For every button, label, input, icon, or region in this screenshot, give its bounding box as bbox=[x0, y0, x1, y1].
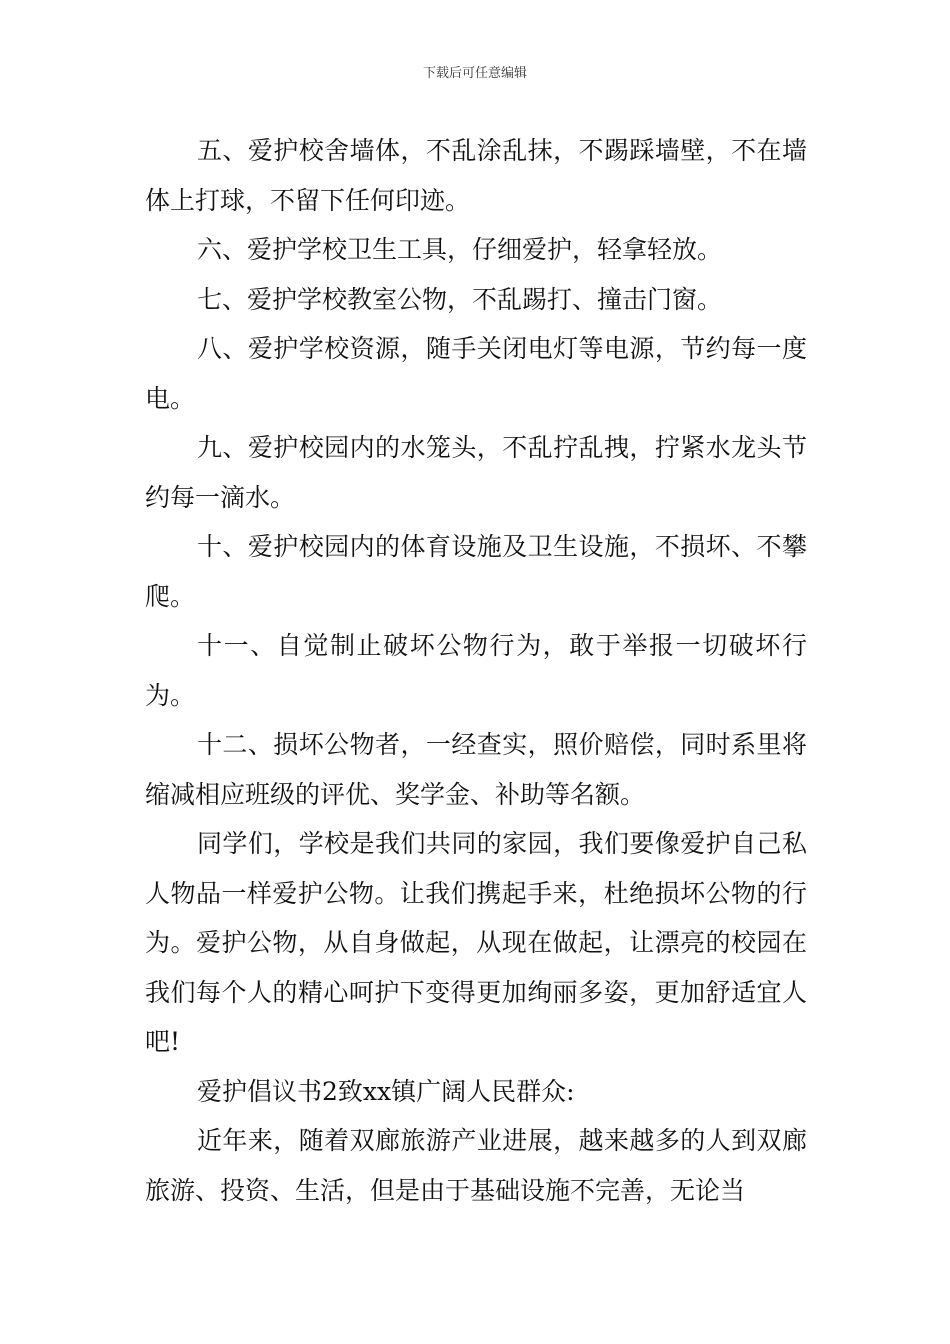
paragraph-item-6: 六、爱护学校卫生工具，仔细爱护，轻拿轻放。 bbox=[197, 235, 723, 264]
closing-paragraph: 同学们，学校是我们共同的家园，我们要像爱护自己私人物品一样爱护公物。让我们携起手来，杜绝损坏公物的行为。爱护公物，从自身做起，从现在做起，让漂亮的校园在我们每个人的精心呵护下变得更加绚丽多姿，更加舒适宜人吧! bbox=[145, 829, 807, 1056]
paragraph-item-11: 十一、自觉制止破坏公物行为，敢于举报一切破坏行为。 bbox=[145, 631, 807, 710]
paragraph-item-10: 十、爱护校园内的体育设施及卫生设施，不损坏、不攀爬。 bbox=[145, 532, 807, 611]
intro-paragraph: 近年来，随着双廊旅游产业进展，越来越多的人到双廊旅游、投资、生活，但是由于基础设施不完善，无论当 bbox=[145, 1126, 807, 1205]
paragraph-item-5: 五、爱护校舍墙体，不乱涂乱抹，不踢踩墙壁，不在墙体上打球，不留下任何印迹。 bbox=[145, 136, 807, 215]
paragraph-item-8: 八、爱护学校资源，随手关闭电灯等电源，节约每一度电。 bbox=[145, 334, 807, 413]
paragraph-item-7: 七、爱护学校教室公物，不乱踢打、撞击门窗。 bbox=[197, 284, 723, 314]
document-body bbox=[145, 126, 807, 1215]
paragraph-item-12: 十二、损坏公物者，一经查实，照价赔偿，同时系里将缩减相应班级的评优、奖学金、补助等名额。 bbox=[145, 730, 807, 809]
paragraph-item-9: 九、爱护校园内的水笼头，不乱拧乱拽，拧紧水龙头节约每一滴水。 bbox=[145, 433, 807, 512]
section-heading: 爱护倡议书2致xx镇广阔人民群众: bbox=[197, 1076, 575, 1106]
page-header: 下载后可任意编辑 bbox=[422, 66, 527, 81]
